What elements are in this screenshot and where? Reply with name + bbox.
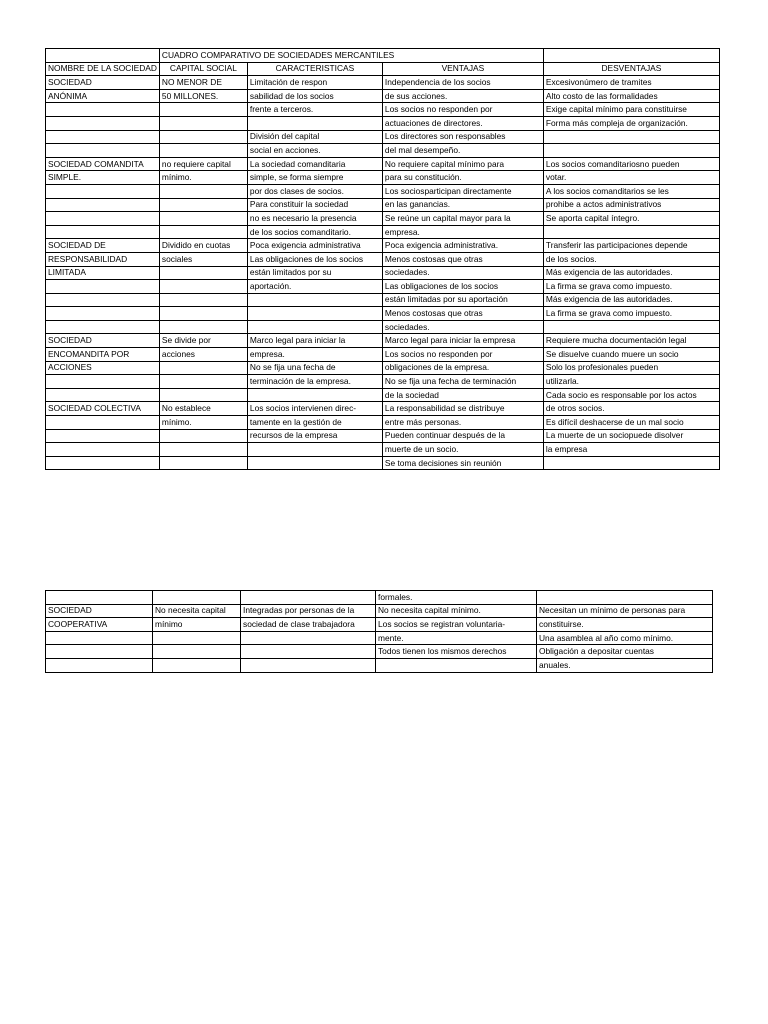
table-cell[interactable]: CUADRO COMPARATIVO DE SOCIEDADES MERCANTILES <box>159 49 543 63</box>
table-cell[interactable]: Necesitan un mínimo de personas para <box>537 604 713 618</box>
table-row <box>46 618 713 632</box>
table-cell[interactable]: en las ganancias. <box>382 198 543 212</box>
table-cell[interactable] <box>241 591 376 605</box>
table-cell[interactable]: de los socios comanditario. <box>247 225 382 239</box>
table-cell[interactable] <box>241 631 376 645</box>
table-cell[interactable]: Marco legal para iniciar la <box>247 334 382 348</box>
table-cell[interactable]: tamente en la gestión de <box>247 416 382 430</box>
table-cell[interactable] <box>46 443 160 457</box>
table-cell[interactable]: de los socios. <box>543 252 719 266</box>
table-cell[interactable]: La firma se grava como impuesto. <box>543 307 719 321</box>
table-cell[interactable]: la empresa <box>543 443 719 457</box>
table-cell[interactable]: 50 MILLONES. <box>159 89 247 103</box>
table-cell[interactable]: COOPERATIVA <box>46 618 153 632</box>
table-cell[interactable] <box>159 293 247 307</box>
table-cell[interactable]: obligaciones de la empresa. <box>382 361 543 375</box>
table-cell[interactable]: mínimo. <box>159 416 247 430</box>
table-cell[interactable] <box>46 307 160 321</box>
table-row <box>46 198 720 212</box>
table-cell[interactable]: Es difícil deshacerse de un mal socio <box>543 416 719 430</box>
table-cell[interactable] <box>159 456 247 470</box>
table-cell[interactable]: Dividido en cuotas <box>159 239 247 253</box>
table-cell[interactable]: Independencia de los socios <box>382 76 543 90</box>
table-cell[interactable]: Integradas por personas de la <box>241 604 376 618</box>
table-cell[interactable]: SOCIEDAD DE <box>46 239 160 253</box>
table-cell[interactable] <box>159 116 247 130</box>
table-cell[interactable]: Se reúne un capital mayor para la <box>382 212 543 226</box>
table-cell[interactable] <box>153 631 241 645</box>
table-cell[interactable]: A los socios comanditarios se les <box>543 184 719 198</box>
table-cell[interactable]: ENCOMANDITA POR <box>46 348 160 362</box>
table-cell[interactable] <box>153 658 241 672</box>
table-cell[interactable]: Poca exigencia administrativa. <box>382 239 543 253</box>
table-cell[interactable] <box>247 293 382 307</box>
table-cell[interactable] <box>247 116 382 130</box>
table-row <box>46 443 720 457</box>
table-cell[interactable] <box>159 375 247 389</box>
table-cell[interactable]: sociales <box>159 252 247 266</box>
table-cell[interactable] <box>159 429 247 443</box>
table-cell[interactable] <box>241 645 376 659</box>
table-cell[interactable]: votar. <box>543 171 719 185</box>
table-row <box>46 252 720 266</box>
table-row <box>46 658 713 672</box>
table-cell[interactable]: SOCIEDAD <box>46 76 160 90</box>
table-cell[interactable] <box>159 144 247 158</box>
table-cell[interactable]: sociedad de clase trabajadora <box>241 618 376 632</box>
table-cell[interactable] <box>46 130 160 144</box>
table-cell[interactable] <box>46 144 160 158</box>
comparison-table <box>45 48 720 470</box>
table-cell[interactable]: sociedades. <box>382 266 543 280</box>
table-cell[interactable] <box>241 658 376 672</box>
table-cell[interactable]: constituirse. <box>537 618 713 632</box>
table-cell[interactable]: No requiere capital mínimo para <box>382 157 543 171</box>
table-cell[interactable]: sabilidad de los socios <box>247 89 382 103</box>
table-cell[interactable]: mente. <box>376 631 537 645</box>
table-cell[interactable] <box>46 591 153 605</box>
table-cell[interactable]: SOCIEDAD <box>46 334 160 348</box>
table-cell[interactable]: Los socios comanditariosno pueden <box>543 157 719 171</box>
table-cell[interactable] <box>159 212 247 226</box>
table-cell[interactable]: Excesivonúmero de tramites <box>543 76 719 90</box>
table-cell[interactable]: No necesita capital mínimo. <box>376 604 537 618</box>
table-cell[interactable]: muerte de un socio. <box>382 443 543 457</box>
table-cell[interactable]: No se fija una fecha de <box>247 361 382 375</box>
table-cell[interactable] <box>46 212 160 226</box>
table-cell[interactable] <box>159 103 247 117</box>
table-cell[interactable]: CARACTERISTICAS <box>247 62 382 76</box>
table-cell[interactable]: DESVENTAJAS <box>543 62 719 76</box>
table-cell[interactable] <box>46 375 160 389</box>
table-cell[interactable]: anuales. <box>537 658 713 672</box>
table-cell[interactable]: Exige capital mínimo para constituirse <box>543 103 719 117</box>
table-cell[interactable] <box>543 320 719 334</box>
table-cell[interactable]: NO MENOR DE <box>159 76 247 90</box>
table-cell[interactable]: Se disuelve cuando muere un socio <box>543 348 719 362</box>
table-row <box>46 89 720 103</box>
table-row <box>46 402 720 416</box>
table-cell[interactable]: prohibe a actos administrativos <box>543 198 719 212</box>
table-cell[interactable]: La sociedad comanditaria <box>247 157 382 171</box>
table-row <box>46 591 713 605</box>
table-cell[interactable]: Cada socio es responsable por los actos <box>543 388 719 402</box>
table-cell[interactable] <box>247 443 382 457</box>
table-cell[interactable]: Forma más compleja de organización. <box>543 116 719 130</box>
table-cell[interactable]: de sus acciones. <box>382 89 543 103</box>
table-cell[interactable]: Más exigencia de las autoridades. <box>543 266 719 280</box>
table-cell[interactable]: Los socios se registran voluntaria- <box>376 618 537 632</box>
table-cell[interactable]: Todos tienen los mismos derechos <box>376 645 537 659</box>
table-cell[interactable] <box>247 320 382 334</box>
table-cell[interactable]: no requiere capital <box>159 157 247 171</box>
table-cell[interactable]: entre más personas. <box>382 416 543 430</box>
table-cell[interactable]: Para constituir la sociedad <box>247 198 382 212</box>
table-cell[interactable]: utilizarla. <box>543 375 719 389</box>
table-cell[interactable] <box>153 591 241 605</box>
table-cell[interactable]: Poca exigencia administrativa <box>247 239 382 253</box>
table-cell[interactable]: ACCIONES <box>46 361 160 375</box>
table-cell[interactable]: Requiere mucha documentación legal <box>543 334 719 348</box>
table-cell[interactable] <box>46 198 160 212</box>
table-cell[interactable]: NOMBRE DE LA SOCIEDAD <box>46 62 160 76</box>
table-cell[interactable]: social en acciones. <box>247 144 382 158</box>
table-cell[interactable]: Los directores son responsables <box>382 130 543 144</box>
table-cell[interactable]: frente a terceros. <box>247 103 382 117</box>
table-cell[interactable]: están limitadas por su aportación <box>382 293 543 307</box>
table-cell[interactable]: empresa. <box>247 348 382 362</box>
table-cell[interactable] <box>159 320 247 334</box>
table-cell[interactable] <box>46 184 160 198</box>
table-cell[interactable] <box>543 225 719 239</box>
table-cell[interactable] <box>46 225 160 239</box>
table-cell[interactable] <box>46 645 153 659</box>
table-cell[interactable]: acciones <box>159 348 247 362</box>
table-cell[interactable]: Obligación a depositar cuentas <box>537 645 713 659</box>
title-row <box>46 49 720 63</box>
table-cell[interactable]: VENTAJAS <box>382 62 543 76</box>
table-cell[interactable]: La firma se grava como impuesto. <box>543 280 719 294</box>
table-row <box>46 116 720 130</box>
table-cell[interactable]: empresa. <box>382 225 543 239</box>
table-row <box>46 157 720 171</box>
table-cell[interactable] <box>46 280 160 294</box>
table-row <box>46 130 720 144</box>
table-row <box>46 76 720 90</box>
table-cell[interactable]: La muerte de un sociopuede disolver <box>543 429 719 443</box>
header-row <box>46 62 720 76</box>
table-cell[interactable]: Se toma decisiones sin reunión <box>382 456 543 470</box>
table-cell[interactable]: mínimo <box>153 618 241 632</box>
table-cell[interactable]: Los sociosparticipan directamente <box>382 184 543 198</box>
table-cell[interactable] <box>46 456 160 470</box>
table-cell[interactable]: ANÓNIMA <box>46 89 160 103</box>
table-cell[interactable]: terminación de la empresa. <box>247 375 382 389</box>
table-cell[interactable] <box>46 320 160 334</box>
table-cell[interactable] <box>159 280 247 294</box>
table-cell[interactable]: para su constitución. <box>382 171 543 185</box>
table-cell[interactable]: SOCIEDAD COMANDITA <box>46 157 160 171</box>
table-cell[interactable]: SIMPLE. <box>46 171 160 185</box>
table-cell[interactable] <box>159 443 247 457</box>
table-row <box>46 307 720 321</box>
table-cell[interactable]: Transferir las participaciones depende <box>543 239 719 253</box>
table-cell[interactable]: mínimo. <box>159 171 247 185</box>
table-cell[interactable]: formales. <box>376 591 537 605</box>
table-row <box>46 429 720 443</box>
table-cell[interactable]: Menos costosas que otras <box>382 252 543 266</box>
table-cell[interactable]: La responsabilidad se distribuye <box>382 402 543 416</box>
table-row <box>46 645 713 659</box>
table-row <box>46 280 720 294</box>
table-cell[interactable] <box>46 631 153 645</box>
table-cell[interactable]: No establece <box>159 402 247 416</box>
table-cell[interactable]: LIMITADA <box>46 266 160 280</box>
table-cell[interactable] <box>153 645 241 659</box>
table-cell[interactable] <box>159 307 247 321</box>
table-cell[interactable]: de otros socios. <box>543 402 719 416</box>
table-cell[interactable] <box>159 225 247 239</box>
table-cell[interactable] <box>247 456 382 470</box>
table-cell[interactable] <box>543 130 719 144</box>
table-row <box>46 388 720 402</box>
table-cell[interactable] <box>543 49 719 63</box>
table-cell[interactable]: Más exigencia de las autoridades. <box>543 293 719 307</box>
table-cell[interactable] <box>46 388 160 402</box>
table-cell[interactable] <box>159 130 247 144</box>
table-row <box>46 225 720 239</box>
table-cell[interactable]: están limitados por su <box>247 266 382 280</box>
table-cell[interactable]: Las obligaciones de los socios <box>382 280 543 294</box>
table-cell[interactable]: SOCIEDAD <box>46 604 153 618</box>
table-cell[interactable]: División del capital <box>247 130 382 144</box>
table-row <box>46 375 720 389</box>
table-row <box>46 293 720 307</box>
table-cell[interactable]: Los socios no responden por <box>382 348 543 362</box>
table-cell[interactable]: Se aporta capital íntegro. <box>543 212 719 226</box>
table-cell[interactable] <box>543 144 719 158</box>
table-cell[interactable]: RESPONSABILIDAD <box>46 252 160 266</box>
table-cell[interactable]: Las obligaciones de los socios <box>247 252 382 266</box>
table-cell[interactable] <box>543 456 719 470</box>
table-cell[interactable]: No se fija una fecha de terminación <box>382 375 543 389</box>
table-cell[interactable] <box>159 184 247 198</box>
table-cell[interactable] <box>46 658 153 672</box>
table-cell[interactable] <box>46 416 160 430</box>
table-cell[interactable]: No necesita capital <box>153 604 241 618</box>
table-row <box>46 604 713 618</box>
table-row <box>46 320 720 334</box>
table-cell[interactable]: Pueden continuar después de la <box>382 429 543 443</box>
table-cell[interactable]: actuaciones de directores. <box>382 116 543 130</box>
table-cell[interactable] <box>376 658 537 672</box>
table-row <box>46 361 720 375</box>
table-cell[interactable] <box>46 103 160 117</box>
table-row <box>46 144 720 158</box>
table-cell[interactable] <box>46 429 160 443</box>
table-row <box>46 348 720 362</box>
table-cell[interactable]: CAPITAL SOCIAL <box>159 62 247 76</box>
table-cell[interactable]: aportación. <box>247 280 382 294</box>
table-row <box>46 184 720 198</box>
table-cell[interactable] <box>159 266 247 280</box>
table-cell[interactable]: Alto costo de las formalidades <box>543 89 719 103</box>
table-cell[interactable] <box>537 591 713 605</box>
table-cell[interactable] <box>159 361 247 375</box>
table-cell[interactable]: sociedades. <box>382 320 543 334</box>
table-row <box>46 103 720 117</box>
table-cell[interactable]: Marco legal para iniciar la empresa <box>382 334 543 348</box>
table-cell[interactable]: Los socios intervienen direc- <box>247 402 382 416</box>
table-cell[interactable]: Menos costosas que otras <box>382 307 543 321</box>
table-cell[interactable]: del mal desempeño. <box>382 144 543 158</box>
comparison-table-continued <box>45 590 713 673</box>
table-cell[interactable]: Limitación de respon <box>247 76 382 90</box>
table-cell[interactable] <box>159 388 247 402</box>
table-cell[interactable]: no es necesario la presencia <box>247 212 382 226</box>
table-cell[interactable]: Una asamblea al año como mínimo. <box>537 631 713 645</box>
table-row <box>46 239 720 253</box>
table-cell[interactable] <box>159 198 247 212</box>
table-row <box>46 631 713 645</box>
table-cell[interactable] <box>247 388 382 402</box>
table-row <box>46 212 720 226</box>
table-cell[interactable]: Solo los profesionales pueden <box>543 361 719 375</box>
table-cell[interactable]: SOCIEDAD COLECTIVA <box>46 402 160 416</box>
table-cell[interactable]: simple, se forma siempre <box>247 171 382 185</box>
table-row <box>46 334 720 348</box>
table-cell[interactable] <box>46 116 160 130</box>
table-row <box>46 456 720 470</box>
table-cell[interactable]: Los socios no responden por <box>382 103 543 117</box>
table-cell[interactable] <box>46 293 160 307</box>
table-row <box>46 266 720 280</box>
table-cell[interactable]: Se divide por <box>159 334 247 348</box>
table-cell[interactable]: de la sociedad <box>382 388 543 402</box>
table-cell[interactable] <box>46 49 160 63</box>
table-row <box>46 171 720 185</box>
table-cell[interactable] <box>247 307 382 321</box>
table-row <box>46 416 720 430</box>
table-cell[interactable]: recursos de la empresa <box>247 429 382 443</box>
table-cell[interactable]: por dos clases de socios. <box>247 184 382 198</box>
